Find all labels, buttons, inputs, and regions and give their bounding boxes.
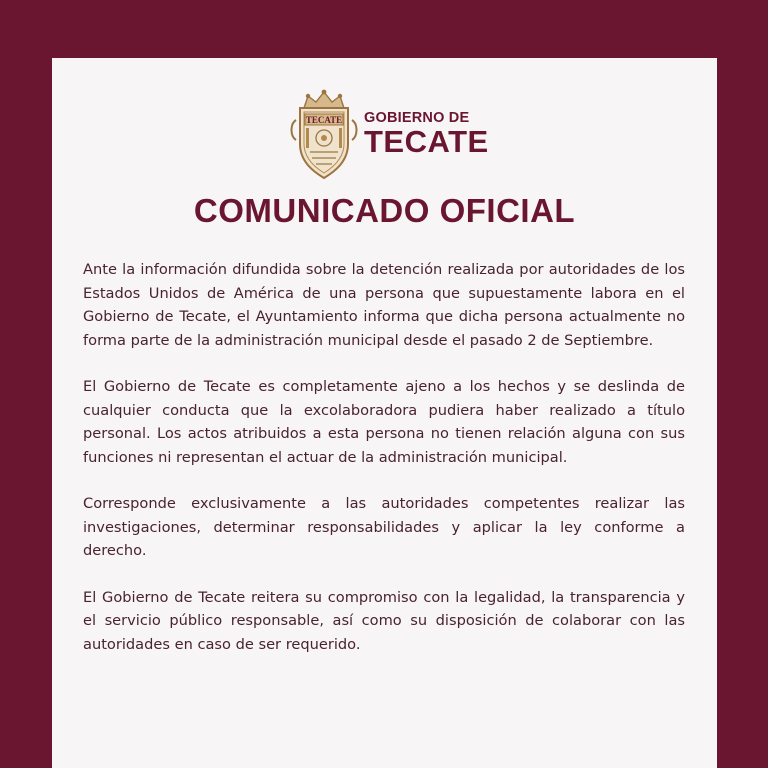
paragraph-3: Corresponde exclusivamente a las autoridades competentes realizar las investigaciones, determinar responsabilidades y aplicar la ley conforme a derecho. xyxy=(83,495,685,559)
svg-text:TECATE: TECATE xyxy=(305,115,343,125)
paragraph-4: El Gobierno de Tecate reitera su compromiso con la legalidad, la transparencia y el servicio público responsable, así como su disposición de colaborar con las autoridades en caso de ser requerido. xyxy=(83,588,685,653)
statement-body xyxy=(83,258,685,679)
page-title: COMUNICADO OFICIAL xyxy=(193,192,576,229)
paragraph-1: Ante la información difundida sobre la detención realizada por autoridades de los Estados Unidos de América de una persona que supuestamente labora en el Gobierno de Tecate, el Ayuntamiento informa que dicha persona actualmente no forma parte de la administración municipal desde el pasado 2 de Septiembre. xyxy=(83,261,685,349)
logo-line-gobierno-de: GOBIERNO DE xyxy=(364,110,470,126)
document-page xyxy=(52,58,717,768)
gobierno-de-tecate-logo xyxy=(288,86,488,182)
paragraph-2: El Gobierno de Tecate es completamente ajeno a los hechos y se deslinda de cualquier conducta que la excolaboradora pudiera haber realizado a título personal. Los actos atribuidos a esta persona no tienen relación alguna con sus funciones ni representan el actuar de la administración municipal. xyxy=(83,378,685,466)
logo-wordmark xyxy=(364,110,494,158)
tecate-seal-icon xyxy=(288,86,360,182)
logo-line-tecate: TECATE xyxy=(364,124,489,159)
